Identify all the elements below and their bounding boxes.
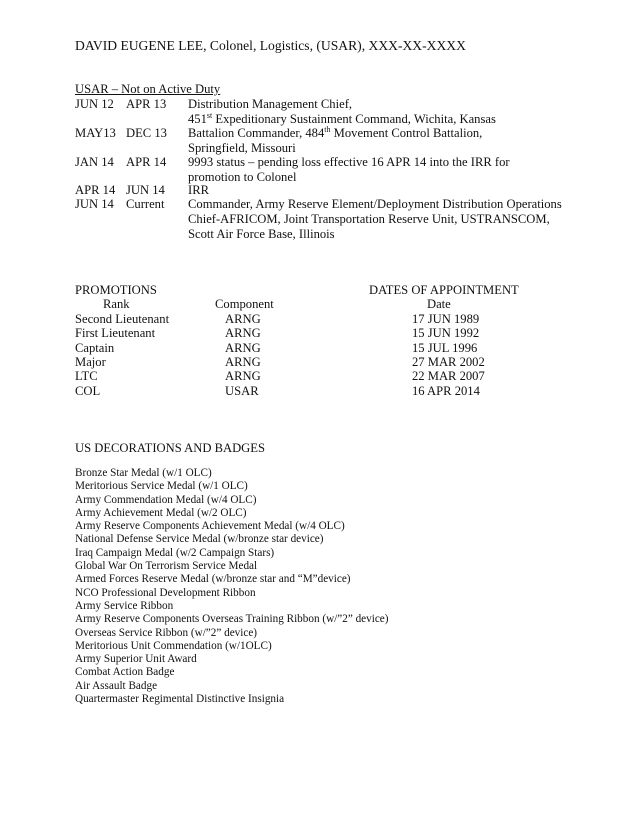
dates-of-appointment-title: DATES OF APPOINTMENT: [369, 283, 519, 297]
service-description: [188, 197, 562, 242]
decorations-title: US DECORATIONS AND BADGES: [75, 441, 265, 455]
service-line: promotion to Colonel: [188, 170, 297, 184]
promotion-rank: Second Lieutenant: [75, 312, 170, 326]
service-description: [188, 155, 510, 185]
ordinal-number: 451: [188, 112, 207, 126]
ordinal-suffix: st: [206, 110, 213, 120]
decoration-item: Overseas Service Ribbon (w/”2” device): [75, 626, 258, 639]
service-from: JUN 12: [75, 97, 114, 111]
decoration-item: Air Assault Badge: [75, 679, 158, 692]
service-line: IRR: [188, 183, 209, 197]
service-from: JAN 14: [75, 155, 114, 169]
promotion-row: [75, 312, 545, 327]
promotion-row: [75, 384, 545, 399]
service-to: APR 13: [126, 97, 167, 111]
service-section-title: USAR – Not on Active Duty: [75, 82, 221, 96]
column-header-date: Date: [427, 297, 451, 311]
promotion-component: ARNG: [225, 369, 261, 383]
service-line: Scott Air Force Base, Illinois: [188, 227, 335, 241]
promotion-row: [75, 326, 545, 341]
promotion-row: [75, 369, 545, 384]
decoration-item: National Defense Service Medal (w/bronze star device): [75, 533, 324, 546]
column-header-component: Component: [215, 297, 274, 311]
decoration-item: Iraq Campaign Medal (w/2 Campaign Stars): [75, 546, 275, 559]
service-line-text: Battalion Commander, 484: [188, 126, 325, 140]
promotion-date: 17 JUN 1989: [412, 312, 480, 326]
promotion-rank: LTC: [75, 369, 98, 383]
promotion-component: ARNG: [225, 355, 261, 369]
service-line-text: Movement Control Battalion,: [330, 126, 483, 140]
ordinal-suffix: th: [324, 124, 331, 134]
service-description: [188, 183, 209, 198]
service-line: Springfield, Missouri: [188, 141, 296, 155]
promotion-date: 22 MAR 2007: [412, 369, 485, 383]
service-to: JUN 14: [126, 183, 165, 197]
decoration-item: Meritorious Unit Commendation (w/1OLC): [75, 639, 272, 652]
decoration-item: Army Service Ribbon: [75, 599, 174, 612]
column-header-rank: Rank: [103, 297, 130, 311]
decoration-item: NCO Professional Development Ribbon: [75, 586, 256, 599]
promotion-date: 27 MAR 2002: [412, 355, 485, 369]
service-line: [188, 112, 496, 127]
decoration-item: Army Achievement Medal (w/2 OLC): [75, 506, 247, 519]
promotion-component: USAR: [225, 384, 259, 398]
decoration-item: Combat Action Badge: [75, 666, 175, 679]
decoration-item: Meritorious Service Medal (w/1 OLC): [75, 480, 248, 493]
service-to: Current: [126, 197, 165, 211]
promotion-rank: COL: [75, 384, 101, 398]
service-to: DEC 13: [126, 126, 167, 140]
promotion-date: 15 JUN 1992: [412, 326, 480, 340]
decoration-item: Bronze Star Medal (w/1 OLC): [75, 467, 212, 479]
decoration-item: Army Reserve Components Overseas Training Ribbon (w/”2” device): [75, 613, 389, 626]
service-description: [188, 97, 496, 127]
promotion-row: [75, 341, 545, 356]
promotion-row: [75, 355, 545, 370]
promotion-rank: Major: [75, 355, 106, 369]
decoration-item: Global War On Terrorism Service Medal: [75, 560, 258, 573]
decoration-item: Armed Forces Reserve Medal (w/bronze star and “M”device): [75, 573, 351, 586]
service-line: Commander, Army Reserve Element/Deployment Distribution Operations: [188, 197, 562, 211]
service-line-text: Expeditionary Sustainment Command, Wichita, Kansas: [215, 112, 496, 126]
promotion-rank: Captain: [75, 341, 115, 355]
promotions-title: PROMOTIONS: [75, 283, 157, 297]
service-line: Chief-AFRICOM, Joint Transportation Reserve Unit, USTRANSCOM,: [188, 212, 550, 226]
service-from: APR 14: [75, 183, 116, 197]
document-header: DAVID EUGENE LEE, Colonel, Logistics, (USAR), XXX-XX-XXXX: [75, 38, 466, 53]
promotion-date: 15 JUL 1996: [412, 341, 478, 355]
decoration-item: Army Commendation Medal (w/4 OLC): [75, 493, 257, 506]
promotion-component: ARNG: [225, 341, 261, 355]
service-line: Distribution Management Chief,: [188, 97, 353, 111]
promotion-component: ARNG: [225, 326, 261, 340]
service-line: 9993 status – pending loss effective 16 APR 14 into the IRR for: [188, 155, 510, 169]
decoration-item: Army Superior Unit Award: [75, 653, 197, 666]
decoration-item: Quartermaster Regimental Distinctive Insignia: [75, 693, 285, 706]
service-line: [188, 126, 482, 141]
promotion-component: ARNG: [225, 312, 261, 326]
service-description: [188, 126, 482, 156]
decorations-list: [75, 467, 389, 706]
service-to: APR 14: [126, 155, 167, 169]
service-from: MAY13: [75, 126, 116, 140]
decoration-item: Army Reserve Components Achievement Medal (w/4 OLC): [75, 520, 345, 533]
promotion-date: 16 APR 2014: [412, 384, 480, 398]
service-from: JUN 14: [75, 197, 114, 211]
promotion-rank: First Lieutenant: [75, 326, 156, 340]
